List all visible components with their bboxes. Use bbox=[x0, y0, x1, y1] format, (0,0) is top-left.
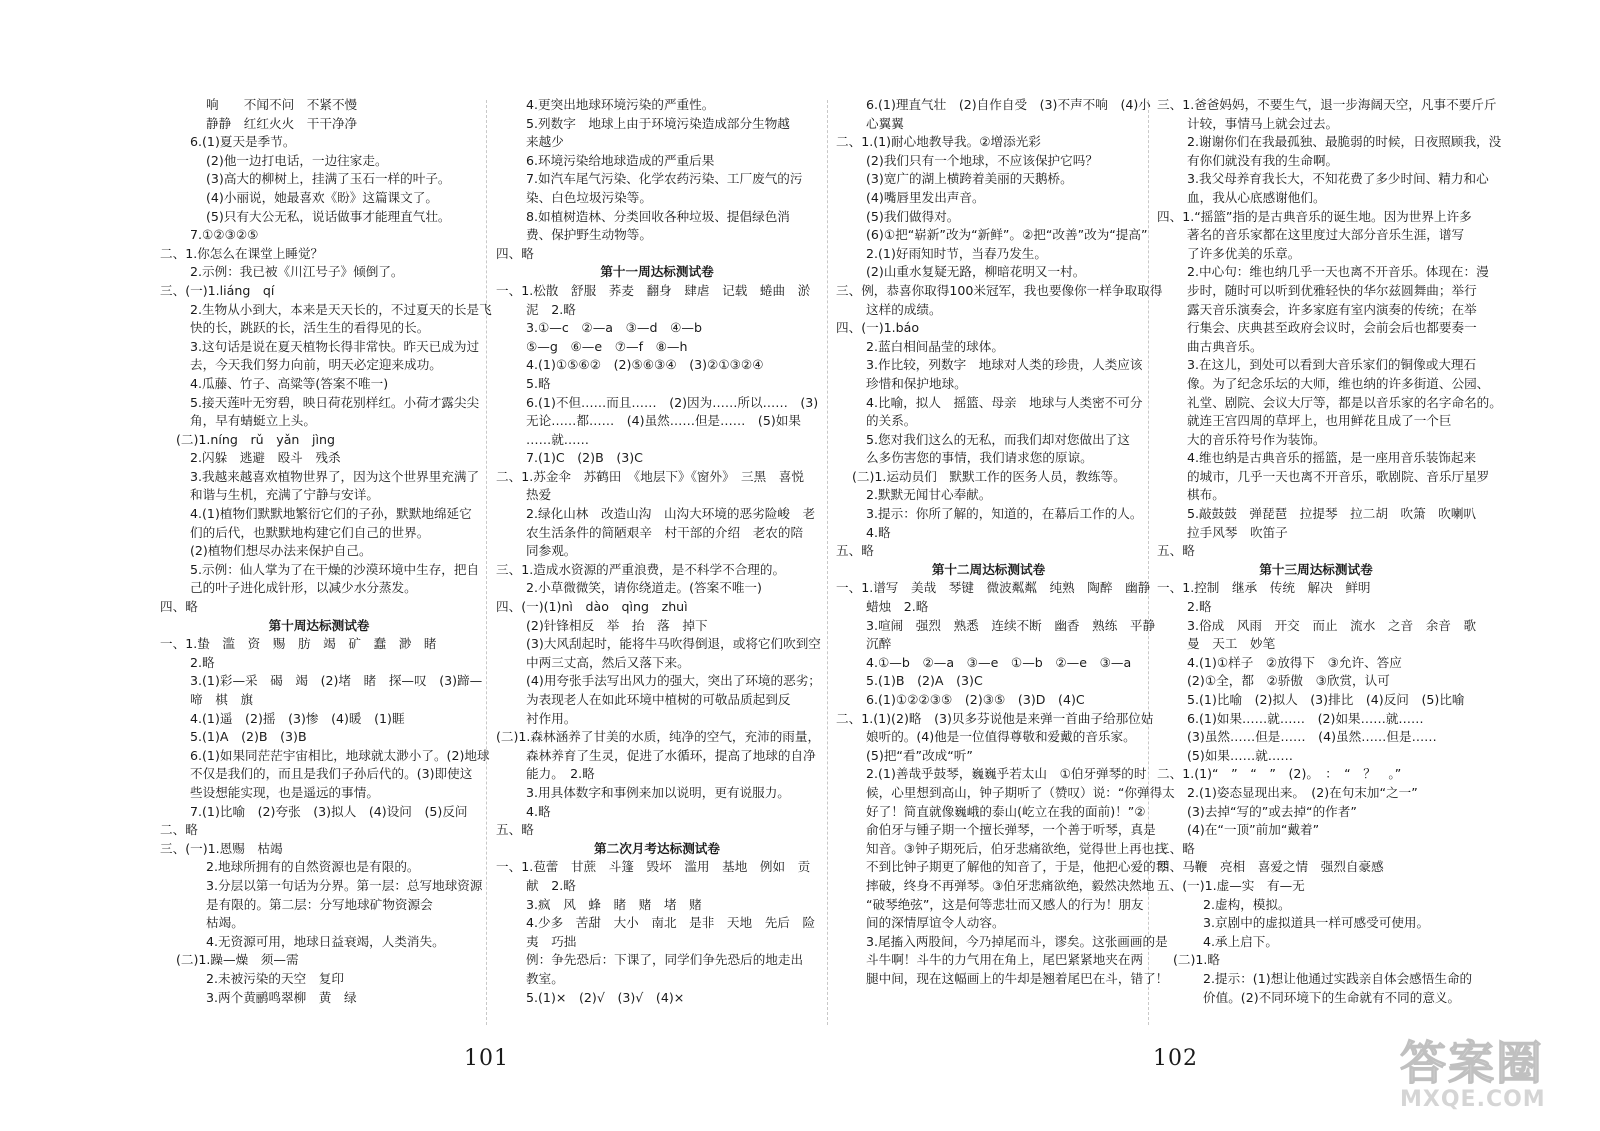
answer-line: (3)虽然……但是…… (4)虽然……但是…… bbox=[1187, 729, 1437, 745]
answer-line: 三、(一)1.恩赐 枯竭 bbox=[160, 840, 283, 856]
answer-line: 快的长，跳跃的长，活生生的看得见的长。 bbox=[190, 320, 430, 336]
answer-line: 2.示例：我已被《川江号子》倾倒了。 bbox=[190, 264, 404, 280]
answer-line: 7.如汽车尾气污染、化学农药污染、工厂废气的污 bbox=[526, 171, 803, 187]
answer-line: 是有限的。第二层：分写地球矿物资源会 bbox=[206, 896, 433, 912]
answer-line: 4.无资源可用，地球日益衰竭，人类消失。 bbox=[206, 933, 445, 949]
answer-line: 棋布。 bbox=[1187, 487, 1225, 503]
answer-line: 五、略 bbox=[496, 822, 534, 838]
answer-line: 3.提示：你所了解的，知道的，在幕后工作的人。 bbox=[866, 506, 1143, 522]
answer-line: 四、(一)1.báo bbox=[836, 320, 920, 336]
answer-line: (4)小丽说，她最喜欢《盼》这篇课文了。 bbox=[206, 189, 438, 205]
answer-line: 三、1.造成水资源的严重浪费，是不科学不合理的。 bbox=[496, 561, 786, 577]
answer-line: 4.(1)植物们默默地繁衍它们的子孙，默默地绵延它 bbox=[190, 506, 472, 522]
answer-line: 就连王宫四周的草坪上，也用鲜花且成了一个巨 bbox=[1187, 413, 1452, 429]
answer-line: 三、(一)1.liáng qí bbox=[160, 282, 275, 298]
answer-line: 6.(1)不但……而且…… (2)因为……所以…… (3) bbox=[526, 394, 819, 410]
answer-line: 6.环境污染给地球造成的严重后果 bbox=[526, 152, 715, 168]
answer-line: (2)植物们想尽办法来保护自己。 bbox=[190, 543, 372, 559]
column-divider bbox=[486, 100, 487, 1025]
answer-line: 三、例，恭喜你取得100米冠军，我也要像你一样争取取得 bbox=[836, 282, 1163, 298]
answer-line: 二、1.(1)“ ” “ ” (2)。 ： “ ？ 。” bbox=[1157, 766, 1402, 782]
answer-line: 衬作用。 bbox=[526, 710, 577, 726]
answer-line: 娘听的。(4)他是一位值得尊敬和爱戴的音乐家。 bbox=[866, 729, 1136, 745]
answer-line: 5.接天莲叶无穷碧，映日荷花别样红。小荷才露尖尖 bbox=[190, 394, 480, 410]
answer-line: 的关系。 bbox=[866, 413, 917, 429]
answer-line: 一、1.控制 继承 传统 解决 鲜明 bbox=[1157, 580, 1371, 596]
answer-line: (3)宽广的湖上横跨着美丽的天鹅桥。 bbox=[866, 171, 1073, 187]
answer-line: 有你们就没有我的生命啊。 bbox=[1187, 152, 1339, 168]
answer-line: 4.①—b ②—a ③—e ①—b ②—e ③—a bbox=[866, 654, 1132, 670]
answer-line: 枯竭。 bbox=[206, 915, 244, 931]
answer-line: 好了！简直就像巍峨的泰山(屹立在我的面前)！”② bbox=[866, 803, 1146, 819]
watermark-text-en: MXQE.COM bbox=[1400, 1087, 1546, 1112]
answer-line: 染、白色垃圾污染等。 bbox=[526, 189, 652, 205]
answer-line: 露天音乐演奏会，许多家庭有室内演奏的传统；在举 bbox=[1187, 301, 1477, 317]
answer-line: 5.略 bbox=[526, 375, 551, 391]
section-heading: 第二次月考达标测试卷 bbox=[594, 840, 720, 856]
answer-line: 森林养育了生灵，促进了水循环，提高了地球的自净 bbox=[526, 747, 816, 763]
answer-line: 去，今天我们努力向前，明天必定迎来成功。 bbox=[190, 357, 442, 373]
answer-line: 一、1.松散 舒服 荞麦 翻身 肆虐 记载 蜷曲 淤 bbox=[496, 282, 811, 298]
answer-line: 著名的音乐家都在这里度过大部分音乐生涯，谱写 bbox=[1187, 227, 1465, 243]
answer-line: 3.两个黄鹂鸣翠柳 黄 绿 bbox=[206, 989, 357, 1005]
answer-line: 例：争先恐后：下课了，同学们争先恐后的地走出 bbox=[526, 952, 804, 968]
answer-line: 4.维也纳是古典音乐的摇篮，是一座用音乐装饰起来 bbox=[1187, 450, 1477, 466]
answer-line: (3)去掉“写的”或去掉“的作者” bbox=[1187, 803, 1357, 819]
answer-line: 3.(1)彩—采 碣 竭 (2)堵 睹 探—叹 (3)蹄— bbox=[190, 673, 483, 689]
answer-line: 沉醉 bbox=[866, 636, 892, 652]
answer-line: (5)如果……就…… bbox=[1187, 747, 1293, 763]
answer-line: 腿中间，现在这幅画上的牛却是翘着尾巴在斗，错了！ bbox=[866, 970, 1169, 986]
answer-line: (二)1.níng rǔ yǎn jìng bbox=[176, 431, 335, 447]
answer-line: 2.蓝白相间晶莹的球体。 bbox=[866, 338, 1004, 354]
answer-line: 4.(1)遥 (2)摇 (3)惨 (4)暖 (1)睚 bbox=[190, 710, 405, 726]
answer-line: 3.用具体数字和事例来加以说明，更有说服力。 bbox=[526, 784, 790, 800]
answer-line: 行集会、庆典甚至政府会议时，会前会后也都要奏一 bbox=[1187, 320, 1477, 336]
answer-line: 献 2.略 bbox=[526, 877, 576, 893]
answer-line: 3.疯 风 蜂 睹 赌 堵 赌 bbox=[526, 896, 702, 912]
column-divider bbox=[827, 100, 828, 1025]
answer-line: 为表现老人在如此环境中植树的可敬品质起到反 bbox=[526, 692, 791, 707]
answer-line: 四、马鞭 亮相 喜爱之情 强烈自豪感 bbox=[1157, 859, 1384, 875]
answer-line: 7.①②③②⑤ bbox=[190, 227, 259, 243]
answer-line: 2.闪躲 逃避 殴斗 残杀 bbox=[190, 450, 341, 466]
page-number-left: 101 bbox=[464, 1046, 509, 1071]
page-number-right: 102 bbox=[1153, 1046, 1198, 1071]
answer-line: 热爱 bbox=[526, 487, 552, 503]
answer-line: 2.未被污染的天空 复印 bbox=[206, 970, 344, 986]
answer-line: (二)1.运动员们 默默工作的医务人员，教练等。 bbox=[852, 468, 1126, 484]
answer-line: 2.(1)善哉乎鼓琴，巍巍乎若太山 ①伯牙弹琴的时 bbox=[866, 766, 1147, 782]
section-heading: 第十二周达标测试卷 bbox=[931, 561, 1046, 577]
answer-line: 一、1.苞蕾 甘蔗 斗篷 毁坏 滥用 基地 例如 贡 bbox=[496, 859, 811, 875]
answer-line: 泥 2.略 bbox=[526, 301, 576, 317]
answer-line: (2)他一边打电话，一边往家走。 bbox=[206, 152, 388, 168]
answer-line: 候，心里想到高山，钟子期听了（赞叹）说：“你弹得太 bbox=[866, 784, 1175, 800]
answer-line: 了许多优美的乐章。 bbox=[1187, 245, 1301, 261]
answer-line: 6.(1)如果……就…… (2)如果……就…… bbox=[1187, 710, 1424, 726]
answer-line: 大的音乐符号作为装饰。 bbox=[1187, 431, 1326, 447]
answer-line: 么多伤害您的事情，我们请求您的原谅。 bbox=[866, 450, 1093, 466]
answer-line: 二、1.(1)耐心地教导我。②增添光彩 bbox=[836, 134, 1041, 150]
answer-line: 己的叶子进化成针形，以减少水分蒸发。 bbox=[190, 580, 417, 596]
answer-line: (二)1.森林涵养了甘美的水质，纯净的空气，充沛的雨量， bbox=[496, 729, 821, 745]
answer-line: “破琴绝弦”，这是何等悲壮而又感人的行为！朋友 bbox=[866, 896, 1144, 912]
answer-line: 3.尾搐入两股间，今乃掉尾而斗，谬矣。这张画画的是 bbox=[866, 933, 1168, 949]
answer-line: 5.(1)比喻 (2)拟人 (3)排比 (4)反问 (5)比喻 bbox=[1187, 692, 1465, 707]
answer-line: 6.(1)理直气壮 (2)自作自受 (3)不声不响 (4)小 bbox=[866, 97, 1151, 112]
answer-line: (2)我们只有一个地球，不应该保护它吗？ bbox=[866, 152, 1098, 168]
section-heading: 第十一周达标测试卷 bbox=[600, 264, 714, 280]
answer-line: 像。为了纪念乐坛的大师，维也纳的许多街道、公园、 bbox=[1187, 375, 1490, 391]
answer-line: 二、1.苏金伞 苏鹤田 《地层下》《窗外》 三黑 喜悦 bbox=[496, 468, 804, 484]
answer-line: 5.敲鼓鼓 弹琵琶 拉提琴 拉二胡 吹箫 吹喇叭 bbox=[1187, 506, 1477, 522]
watermark-logo bbox=[1400, 1038, 1576, 1118]
answer-line: 血，我从心底感谢他们。 bbox=[1187, 189, 1326, 205]
answer-line: 3.我越来越喜欢植物世界了，因为这个世界里充满了 bbox=[190, 468, 480, 484]
answer-line: 3.我父母养育我长大，不知花费了多少时间、精力和心 bbox=[1187, 171, 1489, 187]
answer-line: 曲古典音乐。 bbox=[1187, 338, 1263, 354]
answer-line: 4.略 bbox=[526, 803, 551, 819]
answer-line: 2.提示：(1)想让他通过实践亲自体会感悟生命的 bbox=[1203, 970, 1473, 986]
answer-line: 来越少 bbox=[526, 134, 564, 150]
answer-line: 6.(1)①②②③⑤ (2)③⑤ (3)D (4)C bbox=[866, 692, 1085, 707]
answer-line: 计较，事情马上就会过去。 bbox=[1187, 115, 1339, 131]
answer-line: 三、1.爸爸妈妈，不要生气，退一步海阔天空，凡事不要斤斤 bbox=[1157, 97, 1497, 112]
answer-line: 中两三丈高，然后又落下来。 bbox=[526, 654, 690, 670]
answer-line: 价值。(2)不同环境下的生命就有不同的意义。 bbox=[1203, 989, 1461, 1005]
answer-line: 这样的成绩。 bbox=[866, 301, 942, 317]
answer-line: 和谐与生机，充满了宁静与安详。 bbox=[190, 487, 379, 503]
answer-line: 五、略 bbox=[836, 543, 874, 559]
answer-line: 5.(1)B (2)A (3)C bbox=[866, 673, 983, 689]
answer-line: 心翼翼 bbox=[866, 115, 904, 131]
answer-line: 些设想能实现，也是遥远的事情。 bbox=[190, 784, 379, 800]
answer-line: 2.默默无闻甘心奉献。 bbox=[866, 487, 992, 503]
answer-line: 5.列数字 地球上由于环境污染造成部分生物越 bbox=[526, 115, 790, 131]
watermark-text-cn: 答案圈 bbox=[1400, 1036, 1544, 1090]
answer-line: 3.①—c ②—a ③—d ④—b bbox=[526, 320, 702, 336]
answer-line: 教室。 bbox=[526, 970, 564, 986]
answer-line: 响 不闻不问 不紧不慢 bbox=[206, 97, 358, 112]
answer-line: (二)1.躁—燥 须—需 bbox=[176, 952, 299, 968]
answer-line: 3.在这儿，到处可以看到大音乐家们的铜像或大理石 bbox=[1187, 357, 1477, 373]
answer-line: 2.(1)好雨知时节，当春乃发生。 bbox=[866, 245, 1047, 261]
answer-line: 7.(1)C (2)B (3)C bbox=[526, 450, 643, 466]
answer-line: 费、保护野生动物等。 bbox=[526, 227, 652, 243]
answer-line: 3.京剧中的虚拟道具一样可感受可使用。 bbox=[1203, 915, 1430, 931]
answer-line: 礼堂、剧院、会议大厅等，都是以音乐家的名字命名的。 bbox=[1187, 394, 1502, 410]
answer-line: 珍惜和保护地球。 bbox=[866, 375, 967, 391]
answer-column-4 bbox=[1157, 96, 1502, 1026]
answer-line: (3)高大的柳树上，挂满了玉石一样的叶子。 bbox=[206, 171, 451, 187]
answer-line: 间的深情厚谊令人动容。 bbox=[866, 915, 1005, 931]
answer-line: 农生活条件的简陋艰辛 村干部的介绍 老农的陪 bbox=[526, 524, 804, 540]
answer-line: 3.作比较，列数字 地球对人类的珍贵，人类应该 bbox=[866, 357, 1143, 373]
answer-line: 4.略 bbox=[866, 524, 891, 540]
answer-line: 曼 天工 妙笔 bbox=[1187, 636, 1276, 652]
answer-line: 二、1.你怎么在课堂上睡觉？ bbox=[160, 245, 324, 261]
answer-line: 4.承上启下。 bbox=[1203, 933, 1278, 949]
answer-line: 的城市，几乎一天也离不开音乐，歌剧院、音乐厅星罗 bbox=[1187, 468, 1490, 484]
answer-line: 2.虚构，模拟。 bbox=[1203, 896, 1291, 912]
answer-line: (4)用夸张手法写出风力的强大，突出了环境的恶劣； bbox=[526, 673, 821, 689]
answer-line: 二、1.(1)(2)略 (3)贝多芬说他是来弹一首曲子给那位姑 bbox=[836, 710, 1154, 726]
answer-line: 啼 棋 旗 bbox=[190, 692, 253, 707]
answer-line: 3.这句话是说在夏天植物长得非常快。昨天已成为过 bbox=[190, 338, 480, 354]
answer-line: (2)针锋相反 举 抬 落 掉下 bbox=[526, 617, 708, 633]
answer-line: 4.(1)①⑤⑥② (2)⑤⑥③④ (3)②①③②④ bbox=[526, 357, 764, 373]
answer-line: 3.俗成 风雨 开交 而止 流水 之音 余音 歌 bbox=[1187, 617, 1477, 633]
answer-line: (2)①全，都 ②骄傲 ③欣赏，认可 bbox=[1187, 673, 1390, 689]
answer-line: 3.喧闹 强烈 熟悉 连续不断 幽香 熟练 平静 bbox=[866, 617, 1156, 633]
answer-line: 二、略 bbox=[160, 822, 198, 838]
answer-line: 能力。 2.略 bbox=[526, 766, 595, 782]
answer-line: 2.中心句：维也纳几乎一天也离不开音乐。体现在：漫 bbox=[1187, 264, 1489, 280]
answer-line: 2.略 bbox=[1187, 599, 1212, 615]
answer-line: 3.分层以第一句话为分界。第一层：总写地球资源 bbox=[206, 877, 483, 893]
answer-line: 们的后代，也默默地构建它们自己的世界。 bbox=[190, 524, 430, 540]
answer-line: (5)我们做得对。 bbox=[866, 208, 960, 224]
answer-line: 同参观。 bbox=[526, 543, 577, 559]
answer-line: 2.生物从小到大，本来是天天长的，不过夏天的长是飞 bbox=[190, 301, 492, 317]
answer-line: 4.少多 苦甜 大小 南北 是非 天地 先后 险 bbox=[526, 915, 816, 931]
answer-line: 蜡烛 2.略 bbox=[866, 599, 929, 615]
answer-line: 4.更突出地球环境污染的严重性。 bbox=[526, 97, 715, 112]
answer-line: ……就…… bbox=[526, 431, 589, 447]
answer-line: 4.瓜藤、竹子、高粱等(答案不唯一) bbox=[190, 375, 389, 391]
answer-line: 五、略 bbox=[1157, 543, 1195, 559]
answer-line: 四、略 bbox=[160, 599, 198, 615]
answer-line: (5)把“看”改成“听” bbox=[866, 747, 973, 763]
answer-line: 6.(1)夏天是季节。 bbox=[190, 134, 296, 150]
answer-line: 5.示例：仙人掌为了在干燥的沙漠环境中生存，把自 bbox=[190, 561, 480, 577]
answer-line: (3)大风刮起时，能将牛马吹得倒退，或将它们吹到空 bbox=[526, 636, 821, 652]
answer-line: 8.如植树造林、分类回收各种垃圾、提倡绿色消 bbox=[526, 208, 790, 224]
answer-line: ⑤—g ⑥—e ⑦—f ⑧—h bbox=[526, 338, 688, 354]
answer-line: 斗牛啊！斗牛的力气用在角上，尾巴紧紧地夹在两 bbox=[866, 952, 1144, 968]
answer-line: 夷 巧拙 bbox=[526, 933, 577, 949]
answer-line: 一、1.蛰 滥 资 赐 肪 竭 矿 蠢 渺 睹 bbox=[160, 636, 437, 652]
answer-line: 5.(1)× (2)√ (3)√ (4)× bbox=[526, 989, 685, 1005]
answer-line: 4.比喻，拟人 摇篮、母亲 地球与人类密不可分 bbox=[866, 394, 1143, 410]
answer-line: 2.(1)姿态显现出来。 (2)在句末加“之一” bbox=[1187, 784, 1418, 800]
answer-line: 四、(一)(1)nì dào qìng zhuì bbox=[496, 599, 688, 615]
answer-line: 摔破，终身不再弹琴。③伯牙悲痛欲绝，毅然决然地 bbox=[866, 877, 1155, 893]
answer-line: 7.(1)比喻 (2)夸张 (3)拟人 (4)设问 (5)反问 bbox=[190, 803, 468, 819]
answer-line: 角，早有蜻蜓立上头。 bbox=[190, 413, 316, 429]
answer-line: 步时，随时可以听到优雅轻快的华尔兹圆舞曲；举行 bbox=[1187, 282, 1477, 298]
answer-line: 5.您对我们这么的无私，而我们却对您做出了这 bbox=[866, 431, 1130, 447]
answer-line: 不仅是我们的，而且是我们子孙后代的。(3)即使这 bbox=[190, 766, 473, 782]
answer-line: 静静 红红火火 干干净净 bbox=[206, 115, 358, 131]
answer-line: 四、略 bbox=[496, 245, 534, 261]
answer-line: 4.(1)①样子 ②放得下 ③允许、答应 bbox=[1187, 654, 1402, 670]
answer-line: 四、1.“摇篮”指的是古典音乐的诞生地。因为世界上许多 bbox=[1157, 208, 1472, 224]
answer-column-3 bbox=[836, 96, 1175, 1026]
answer-line: 2.小草微微笑，请你绕道走。(答案不唯一) bbox=[526, 580, 762, 596]
answer-line: (6)①把“崭新”改为“新鲜”。②把“改善”改为“提高” bbox=[866, 227, 1148, 243]
answer-column-2 bbox=[496, 96, 821, 1026]
answer-line: 2.略 bbox=[190, 654, 215, 670]
answer-line: 无论……都…… (4)虽然……但是…… (5)如果 bbox=[526, 413, 801, 429]
answer-line: (二)1.略 bbox=[1173, 952, 1221, 968]
answer-line: 2.绿化山林 改造山沟 山沟大环境的恶劣险峻 老 bbox=[526, 506, 816, 522]
answer-line: (2)山重水复疑无路，柳暗花明又一村。 bbox=[866, 264, 1086, 280]
answer-line: 拉手风琴 吹笛子 bbox=[1187, 524, 1288, 540]
answer-line: 2.地球所拥有的自然资源也是有限的。 bbox=[206, 859, 420, 875]
answer-line: 不到比钟子期更了解他的知音了，于是，他把心爱的琴 bbox=[866, 859, 1169, 875]
answer-line: 一、1.谱写 美哉 琴键 微波粼粼 纯熟 陶醉 幽静 bbox=[836, 580, 1151, 596]
answer-column-1 bbox=[160, 96, 492, 1026]
section-heading: 第十周达标测试卷 bbox=[268, 617, 370, 633]
answer-line: 5.(1)A (2)B (3)B bbox=[190, 729, 307, 745]
answer-line: (4)在“一顶”前加“戴着” bbox=[1187, 822, 1320, 838]
answer-line: 知音。③钟子期死后，伯牙悲痛欲绝，觉得世上再也找 bbox=[866, 840, 1167, 856]
answer-line: 五、(一)1.虚—实 有—无 bbox=[1157, 877, 1305, 893]
answer-line: (5)只有大公无私，说话做事才能理直气壮。 bbox=[206, 208, 451, 224]
answer-line: (4)嘴唇里发出声音。 bbox=[866, 189, 985, 205]
answer-line: 2.谢谢你们在我最孤独、最脆弱的时候，日夜照顾我，没 bbox=[1187, 134, 1502, 150]
answer-line: 6.(1)如果同茫茫宇宙相比，地球就太渺小了。(2)地球 bbox=[190, 747, 490, 763]
answer-line: 俞伯牙与锺子期一个擅长弹琴，一个善于听琴，真是 bbox=[866, 822, 1156, 838]
section-heading: 第十三周达标测试卷 bbox=[1259, 561, 1373, 577]
answer-line: 三、略 bbox=[1157, 840, 1195, 856]
